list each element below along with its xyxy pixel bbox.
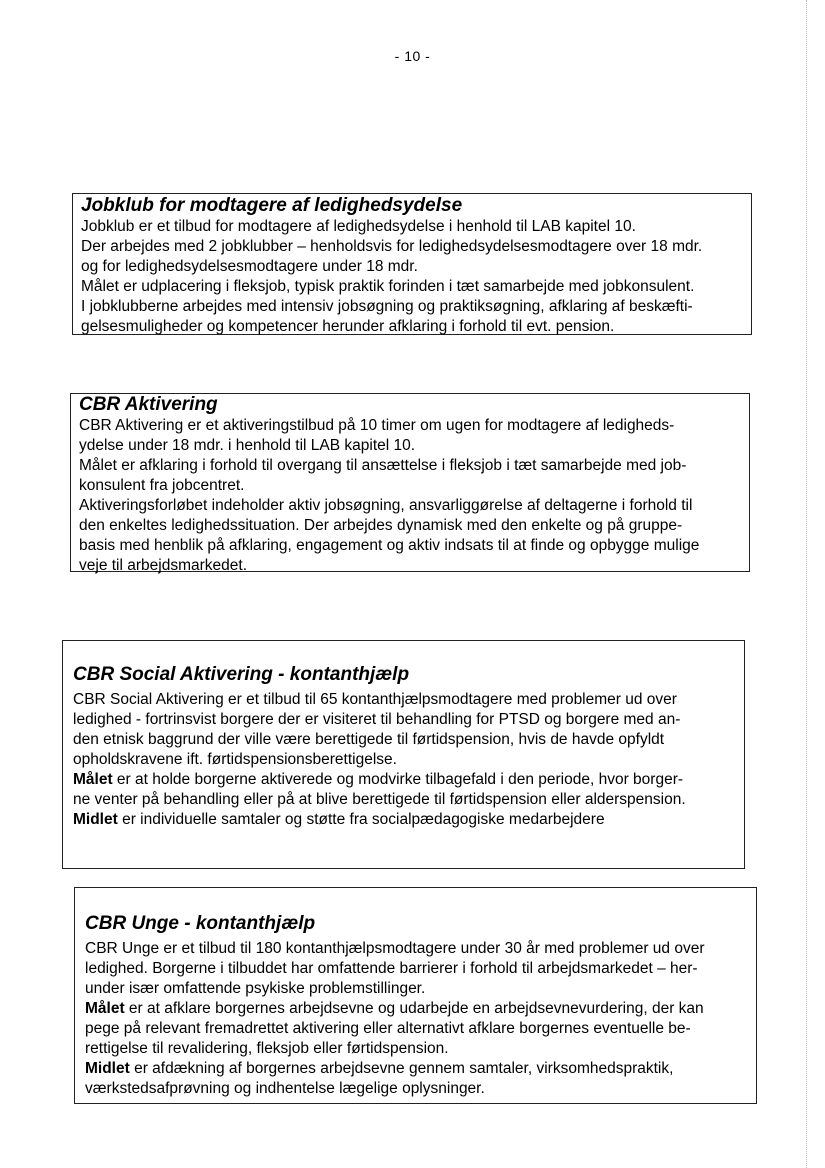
goal-text: er at afklare borgernes arbejdsevne og udarbejde en arbejdsevnevurdering, der kan [124,1000,704,1017]
text-line: ledighed - fortrinsvist borgere der er visiteret til behandling for PTSD og borgere med an- [73,711,681,728]
means-label: Midlet [85,1060,130,1077]
text-line: konsulent fra jobcentret. [79,477,245,494]
text-line: og for ledighedsydelsesmodtagere under 18 mdr. [81,258,418,275]
text-line: Der arbejdes med 2 jobklubber – henholdsvis for ledighedsydelsesmodtagere over 18 mdr. [81,238,703,255]
text-line: ne venter på behandling eller på at blive berettigede til førtidspension eller alderspension. [73,791,686,808]
means-line [85,1059,756,1079]
text-line: den etnisk baggrund der ville være berettigede til førtidspension, hvis de havde opfyldt [73,731,665,748]
goal-label: Målet [85,1000,125,1017]
goal-label: Målet [73,771,113,788]
text-line: veje til arbejdsmarkedet. [79,557,247,574]
scan-edge [806,0,819,1168]
section-cbr-unge [74,887,757,1104]
text-line: opholdskravene ift. førtidspensionsberettigelse. [73,751,397,768]
text-line: CBR Aktivering er et aktiveringstilbud på 10 timer om ugen for modtagere af ledigheds- [79,417,675,434]
section-title: CBR Social Aktivering - kontanthjælp [73,664,410,685]
text-line: værkstedsafprøvning og indhentelse lægelige oplysninger. [85,1080,485,1097]
text-line: rettigelse til revalidering, fleksjob eller førtidspension. [85,1040,449,1057]
text-line: den enkeltes ledighedssituation. Der arbejdes dynamisk med den enkelte og på gruppe- [79,517,683,534]
text-line: CBR Social Aktivering er et tilbud til 65 kontanthjælpsmodtagere med problemer ud over [73,691,677,708]
section-title: Jobklub for modtagere af ledighedsydelse [81,195,463,216]
text-line: Målet er udplacering i fleksjob, typisk praktik forinden i tæt samarbejde med jobkonsulent. [81,278,695,295]
section-title: CBR Unge - kontanthjælp [85,913,316,934]
text-line: under især omfattende psykiske problemstillinger. [85,980,426,997]
text-line: Jobklub er et tilbud for modtagere af ledighedsydelse i henhold til LAB kapitel 10. [81,218,636,235]
text-line: Aktiveringsforløbet indeholder aktiv jobsøgning, ansvarliggørelse af deltagerne i forhold til [79,497,693,514]
text-line: ydelse under 18 mdr. i henhold til LAB kapitel 10. [79,437,416,454]
text-line: I jobklubberne arbejdes med intensiv jobsøgning og praktiksøgning, afklaring af beskæfti- [81,298,693,315]
means-text: er individuelle samtaler og støtte fra socialpædagogiske medarbejdere [117,811,605,828]
section-jobklub [72,193,752,335]
goal-line [73,770,744,790]
goal-line [85,999,756,1019]
section-cbr-social-aktivering [62,640,745,869]
means-text: er afdækning af borgernes arbejdsevne gennem samtaler, virksomhedspraktik, [129,1060,674,1077]
means-line [73,810,744,830]
section-title: CBR Aktivering [79,394,218,415]
text-line: Målet er afklaring i forhold til overgang til ansættelse i fleksjob i tæt samarbejde med job- [79,457,687,474]
text-line: gelsesmuligheder og kompetencer herunder afklaring i forhold til evt. pension. [81,318,615,335]
goal-text: er at holde borgerne aktiverede og modvirke tilbagefald i den periode, hvor borger- [112,771,684,788]
page-number: - 10 - [394,48,431,64]
text-line: CBR Unge er et tilbud til 180 kontanthjælpsmodtagere under 30 år med problemer ud over [85,940,705,957]
means-label: Midlet [73,811,118,828]
section-cbr-aktivering [70,393,750,572]
text-line: ledighed. Borgerne i tilbuddet har omfattende barrierer i forhold til arbejdsmarkedet – her- [85,960,698,977]
text-line: basis med henblik på afklaring, engagement og aktiv indsats til at finde og opbygge mulige [79,537,700,554]
text-line: pege på relevant fremadrettet aktivering eller alternativt afklare borgernes eventuelle be- [85,1020,691,1037]
